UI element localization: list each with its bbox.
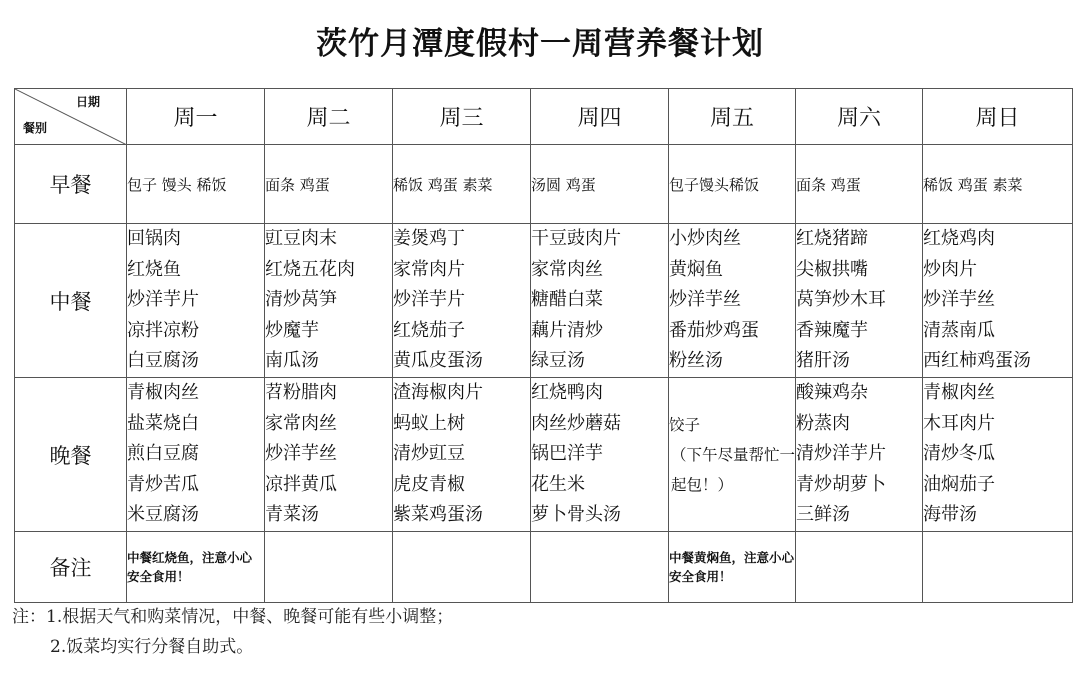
dish-item: 煎白豆腐 [127,443,199,465]
remark-cell [265,532,393,603]
dish-item: 绿豆汤 [531,350,585,372]
dish-item: 紫菜鸡蛋汤 [393,504,483,526]
dish-item: 炒肉片 [923,258,977,280]
footnote-2: 2.饭菜均实行分餐自助式。 [50,637,254,657]
dinner-cell [923,378,1073,532]
dish-item: 炒洋芋丝 [923,289,995,311]
dish-item: 青椒肉丝 [923,382,995,404]
dish-item: 凉拌黄瓜 [265,473,337,495]
dinner-cell [531,378,669,532]
meal-header-label: 餐别 [23,121,48,135]
dish-item: 红烧鱼 [127,258,181,280]
dish-item: 苕粉腊肉 [265,382,337,404]
dish-item: 青炒苦瓜 [127,473,199,495]
breakfast-cell: 包子馒头稀饭 [669,145,796,224]
dish-item: 红烧猪蹄 [796,228,868,250]
day-header: 周二 [265,89,393,145]
dish-item: 粉丝汤 [669,350,723,372]
remark-cell [531,532,669,603]
dish-item: 油焖茄子 [923,473,995,495]
dish-item: 豇豆肉末 [265,228,337,250]
dish-item: 南瓜汤 [265,350,319,372]
breakfast-cell: 包子 馒头 稀饭 [127,145,265,224]
dinner-row [15,378,1073,532]
day-header: 周四 [531,89,669,145]
header-row [15,89,1073,145]
dish-item: 白豆腐汤 [127,350,199,372]
dish-item: 酸辣鸡杂 [796,382,868,404]
day-header: 周六 [796,89,923,145]
diagonal-divider [15,89,127,145]
day-header: 周日 [923,89,1073,145]
dumpling-note: （下午尽量帮忙一起包！） [671,445,796,494]
dish-item: 小炒肉丝 [669,228,741,250]
breakfast-row [15,145,1073,224]
dish-item: 盐菜烧白 [127,412,199,434]
dish-item: 萝卜骨头汤 [531,504,621,526]
dish-item: 清蒸南瓜 [923,319,995,341]
dish-item: 家常肉丝 [531,258,603,280]
dish-item: 清炒豇豆 [393,443,465,465]
breakfast-cell: 稀饭 鸡蛋 素菜 [923,145,1073,224]
dish-item: 家常肉丝 [265,412,337,434]
remarks-row [15,532,1073,603]
dish-item: 姜煲鸡丁 [393,228,465,250]
footnotes [12,602,453,662]
dish-item: 炒洋芋丝 [265,443,337,465]
dish-item: 莴笋炒木耳 [796,289,886,311]
dinner-cell [127,378,265,532]
footnote-1: 注：1.根据天气和购菜情况，中餐、晚餐可能有些小调整； [12,607,454,627]
dish-item: 粉蒸肉 [796,412,850,434]
lunch-cell [127,224,265,378]
dish-item: 木耳肉片 [923,412,995,434]
meal-plan-table [14,88,1073,603]
lunch-cell [796,224,923,378]
dish-item: 藕片清炒 [531,319,603,341]
dish-item: 海带汤 [923,504,977,526]
remark-cell: 中餐黄焖鱼，注意小心安全食用！ [669,532,796,603]
dish-item: 米豆腐汤 [127,504,199,526]
dish-item: 西红柿鸡蛋汤 [923,350,1031,372]
dish-item: 红烧鸭肉 [531,382,603,404]
meal-label-lunch: 中餐 [15,224,127,378]
dish-item: 回锅肉 [127,228,181,250]
date-header-label: 日期 [75,95,100,109]
remark-cell: 中餐红烧鱼，注意小心安全食用！ [127,532,265,603]
day-header: 周三 [393,89,531,145]
meal-label-dinner: 晚餐 [15,378,127,532]
lunch-cell [531,224,669,378]
dish-item: 三鲜汤 [796,504,850,526]
dinner-cell [393,378,531,532]
dish-item: 炒洋芋片 [393,289,465,311]
dish-item: 干豆豉肉片 [531,228,621,250]
dish-item: 饺子 [669,415,701,434]
dish-item: 糖醋白菜 [531,289,603,311]
dish-item: 香辣魔芋 [796,319,868,341]
dish-item: 蚂蚁上树 [393,412,465,434]
corner-cell [15,89,127,145]
dish-item: 猪肝汤 [796,350,850,372]
dinner-cell [669,378,796,532]
dish-item: 红烧五花肉 [265,258,355,280]
dish-item: 凉拌凉粉 [127,319,199,341]
dish-item: 肉丝炒蘑菇 [531,412,621,434]
dish-item: 锅巴洋芋 [531,443,603,465]
meal-label-remarks: 备注 [15,532,127,603]
dish-item: 青椒肉丝 [127,382,199,404]
dish-item: 虎皮青椒 [393,473,465,495]
breakfast-cell: 汤圆 鸡蛋 [531,145,669,224]
dish-item: 花生米 [531,473,585,495]
dish-item: 炒洋芋片 [127,289,199,311]
meal-label-breakfast: 早餐 [15,145,127,224]
dish-item: 红烧茄子 [393,319,465,341]
dinner-cell [796,378,923,532]
dish-item: 清炒洋芋片 [796,443,886,465]
dish-item: 清炒莴笋 [265,289,337,311]
dish-item: 番茄炒鸡蛋 [669,319,759,341]
day-header: 周一 [127,89,265,145]
page-title: 茨竹月潭度假村一周营养餐计划 [316,26,764,62]
dish-item: 红烧鸡肉 [923,228,995,250]
breakfast-cell: 面条 鸡蛋 [796,145,923,224]
remark-cell [923,532,1073,603]
breakfast-cell: 面条 鸡蛋 [265,145,393,224]
dish-item: 炒魔芋 [265,319,319,341]
lunch-row [15,224,1073,378]
dish-item: 炒洋芋丝 [669,289,741,311]
dish-item: 黄焖鱼 [669,258,723,280]
breakfast-cell: 稀饭 鸡蛋 素菜 [393,145,531,224]
dish-item: 渣海椒肉片 [393,382,483,404]
dish-item: 清炒冬瓜 [923,443,995,465]
dish-item: 青炒胡萝卜 [796,473,886,495]
lunch-cell [923,224,1073,378]
lunch-cell [265,224,393,378]
dish-item: 家常肉片 [393,258,465,280]
dish-item: 青菜汤 [265,504,319,526]
remark-cell [796,532,923,603]
lunch-cell [669,224,796,378]
dinner-cell [265,378,393,532]
dish-item: 尖椒拱嘴 [796,258,868,280]
remark-cell [393,532,531,603]
day-header: 周五 [669,89,796,145]
lunch-cell [393,224,531,378]
dish-item: 黄瓜皮蛋汤 [393,350,483,372]
